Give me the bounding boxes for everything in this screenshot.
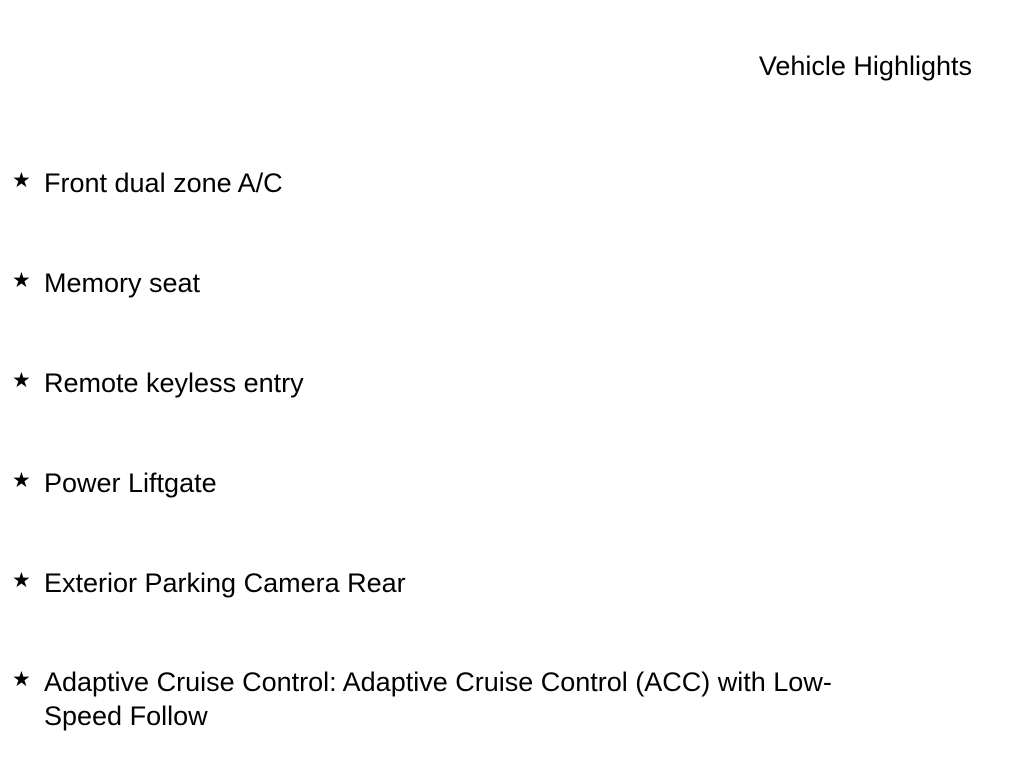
list-item-label: Remote keyless entry: [44, 368, 304, 398]
list-item: [0, 665, 1024, 733]
list-item-label: Memory seat: [44, 268, 201, 298]
list-item: [0, 166, 1024, 200]
list-item-label: Power Liftgate: [44, 468, 217, 498]
star-icon: ★: [12, 568, 31, 592]
list-item: [0, 466, 1024, 500]
star-icon: ★: [12, 268, 31, 292]
star-icon: ★: [12, 667, 31, 691]
page-title: Vehicle Highlights: [758, 51, 972, 81]
list-item: [0, 566, 1024, 600]
star-icon: ★: [12, 468, 31, 492]
list-item-label: Adaptive Cruise Control: Adaptive Cruise Control (ACC) with Low- Speed Follow: [44, 667, 832, 731]
list-item: [0, 266, 1024, 300]
list-item: [0, 366, 1024, 400]
list-item-label: Front dual zone A/C: [44, 168, 283, 198]
star-icon: ★: [12, 368, 31, 392]
star-icon: ★: [12, 168, 31, 192]
list-item-label: Exterior Parking Camera Rear: [44, 568, 406, 598]
